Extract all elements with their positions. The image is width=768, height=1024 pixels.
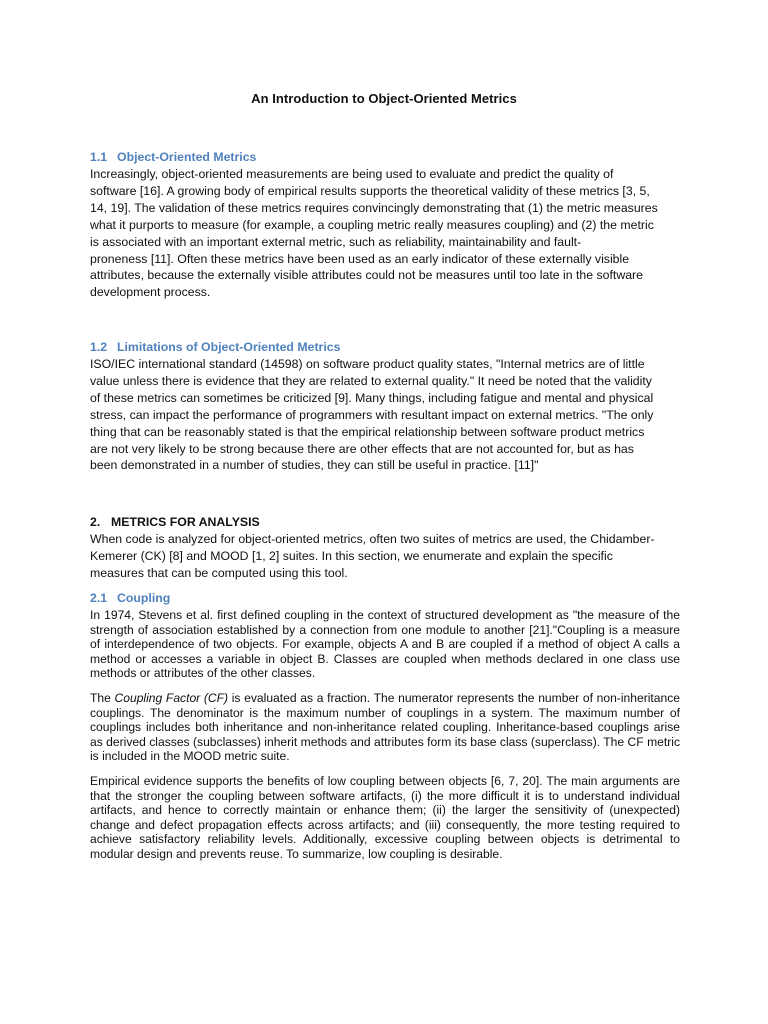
text-line: stress, can impact the performance of programmers with resultant impact on external metrics. "The only (90, 407, 654, 422)
text-line: proneness [11]. Often these metrics have been used as an early indicator of these externally visible (90, 251, 630, 266)
text-line: attributes, because the externally visible attributes could not be measures until too late in the software (90, 268, 643, 283)
section-heading (90, 590, 680, 607)
text-run: The (90, 690, 115, 705)
section-number: 1.1 (90, 150, 108, 164)
text-line: measures that can be computed using this tool. (90, 565, 348, 580)
section-body (90, 356, 680, 474)
section-body (90, 166, 680, 301)
section-number: 1.2 (90, 340, 108, 354)
section-title: Coupling (117, 591, 171, 605)
text-line: been demonstrated in a number of studies, they can still be useful in practice. [11]" (90, 458, 539, 473)
section-number: 2.1 (90, 591, 108, 605)
text-run: is evaluated as a fraction. The numerator represents the number of non-inheritance couplings. The denominator is the maximum number of couplings in a system. The maximum number of couplings includes both inheritance and non-inheritance related coupling. Inheritance-based couplings arise as derived classes (subclasses) inherit methods and attributes form its base class (superclass). The CF metric is included in the MOOD metric suite. (90, 690, 680, 764)
section-title: METRICS FOR ANALYSIS (111, 515, 260, 529)
section-body (90, 531, 680, 582)
text-line: of these metrics can sometimes be criticized [9]. Many things, including fatigue and mental and physical (90, 390, 654, 405)
section-1-2 (90, 339, 680, 474)
paragraph-empirical-evidence: Empirical evidence supports the benefits of low coupling between objects [6, 7, 20]. The main arguments are that the stronger the coupling between software artifacts, (i) the more difficult it is to understand individual artifacts, and hence to correctly maintain or enhance them; (ii) the larger the sensitivity of (unexpected) change and defect propagation effects across artifacts; and (iii) consequently, the more testing required to achieve satisfactory reliability levels. Additionally, excessive coupling between objects is detrimental to modular design and prevents reuse. To summarize, low coupling is desirable. (90, 773, 680, 861)
text-line: is associated with an important external metric, such as reliability, maintainability and fault- (90, 234, 582, 249)
section-heading (90, 514, 680, 531)
text-line: thing that can be reasonably stated is that the empirical relationship between software product metrics (90, 424, 645, 439)
paragraph-coupling-definition: In 1974, Stevens et al. first defined coupling in the context of structured development as "the measure of the strength of association established by a connection from one module to another [21]."Coupling is a measure of interdependence of two objects. For example, objects A and B are coupled if a method of object A calls a method or accesses a variable in object B. Classes are coupled when methods declared in one class use methods or attributes of the other classes. (90, 608, 680, 681)
text-line: Kemerer (CK) [8] and MOOD [1, 2] suites. In this section, we enumerate and explain the specific (90, 548, 613, 563)
section-heading (90, 149, 680, 166)
text-line: software [16]. A growing body of empirical results supports the theoretical validity of these metrics [3, 5, (90, 183, 650, 198)
text-line: value unless there is evidence that they are related to external quality." It need be noted that the validity (90, 373, 652, 388)
section-1-1 (90, 149, 680, 301)
text-line: ISO/IEC international standard (14598) on software product quality states, "Internal metrics are of little (90, 357, 645, 371)
text-line: are not very likely to be strong because there are other effects that are not accounted for, but as has (90, 441, 634, 456)
section-2 (90, 514, 680, 582)
text-line: When code is analyzed for object-oriented metrics, often two suites of metrics are used, the Chidamber- (90, 532, 655, 546)
section-title: Limitations of Object-Oriented Metrics (117, 340, 341, 354)
text-line: development process. (90, 285, 211, 300)
document-title: An Introduction to Object-Oriented Metrics (251, 91, 517, 106)
section-number: 2. (90, 515, 101, 529)
text-line: what it purports to measure (for example, a coupling metric really measures coupling) and (2) the metric (90, 217, 654, 232)
text-line: 14, 19]. The validation of these metrics requires convincingly demonstrating that (1) the metric measures (90, 200, 658, 215)
section-title: Object-Oriented Metrics (117, 150, 257, 164)
section-heading (90, 339, 680, 356)
paragraph-coupling-factor (90, 691, 680, 764)
text-line: Increasingly, object-oriented measurements are being used to evaluate and predict the quality of (90, 167, 614, 181)
section-2-1 (90, 590, 680, 862)
term-coupling-factor: Coupling Factor (CF) (114, 690, 229, 705)
